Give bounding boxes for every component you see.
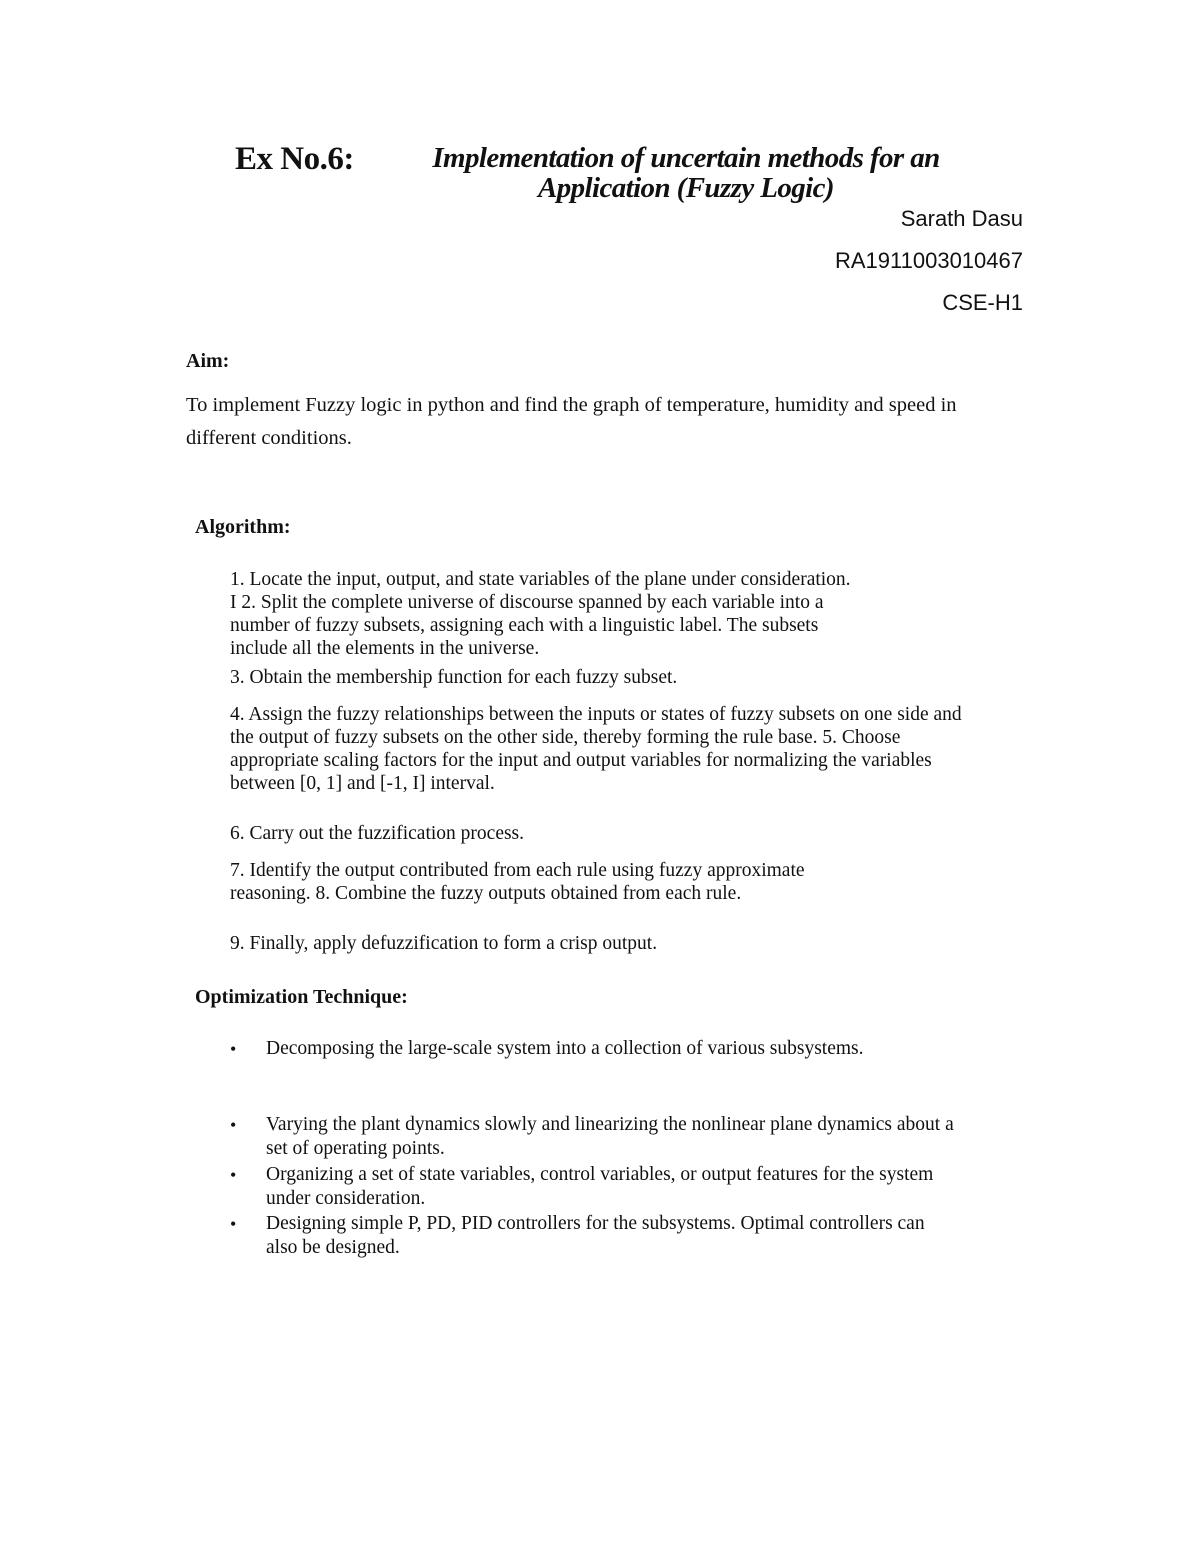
registration-number: RA1911003010467 bbox=[835, 248, 1023, 273]
algorithm-heading: Algorithm: bbox=[195, 516, 291, 538]
algorithm-step: 1. Locate the input, output, and state variables of the plane under consideration. I 2. Split the complete universe of discourse spanned by each variable into a number of fuzzy subsets, assigning each with a linguistic label. The subsets include all the elements in the universe. bbox=[230, 569, 851, 659]
algorithm-step: 4. Assign the fuzzy relationships between the inputs or states of fuzzy subsets on one side and the output of fuzzy subsets on the other side, thereby forming the rule base. 5. Choose appropriate scaling factors for the input and output variables for normalizing the variables between [0, 1] and [-1, I] interval. bbox=[230, 704, 962, 794]
bullet-icon: • bbox=[230, 1115, 237, 1135]
algorithm-step: 6. Carry out the fuzzification process. bbox=[230, 823, 525, 844]
title-line-1: Implementation of uncertain methods for an bbox=[432, 142, 940, 174]
page-title bbox=[386, 143, 986, 203]
aim-heading: Aim: bbox=[186, 350, 230, 372]
bullet-icon: • bbox=[230, 1165, 237, 1185]
section: CSE-H1 bbox=[942, 290, 1023, 315]
optimization-heading: Optimization Technique: bbox=[195, 986, 408, 1008]
algorithm-step: 9. Finally, apply defuzzification to form a crisp output. bbox=[230, 933, 658, 954]
author-name: Sarath Dasu bbox=[900, 206, 1023, 231]
algorithm-step: 3. Obtain the membership function for each fuzzy subset. bbox=[230, 667, 678, 688]
aim-text: To implement Fuzzy logic in python and find the graph of temperature, humidity and speed in different conditions. bbox=[186, 394, 957, 449]
exercise-number: Ex No.6: bbox=[235, 141, 354, 177]
optimization-list: • Decomposing the large-scale system into a collection of various subsystems. • Varying the plant dynamics slowly and linearizing the nonlinear plane dynamics about a set of operating points. • Organizing a set of state variables, control variables, or output features for the system under consideration. • Designing simple P, PD, PID controllers for the subsystems. Optimal controllers can also be designed. bbox=[230, 1038, 954, 1258]
title-line-2: Application (Fuzzy Logic) bbox=[538, 172, 834, 204]
bullet-icon: • bbox=[230, 1039, 237, 1059]
algorithm-step: 7. Identify the output contributed from each rule using fuzzy approximate reasoning. 8. Combine the fuzzy outputs obtained from each rule. bbox=[230, 860, 805, 904]
bullet-icon: • bbox=[230, 1214, 237, 1234]
